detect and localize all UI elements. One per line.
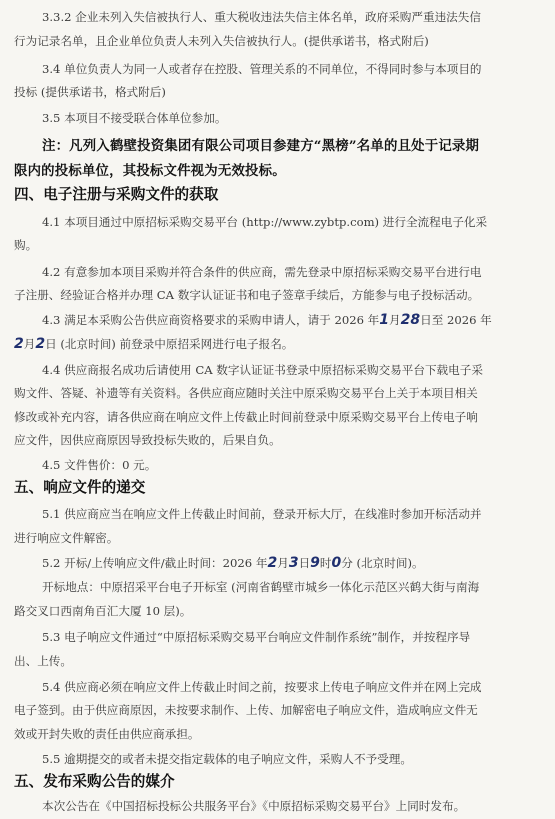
clause-5-3-line2: 出、上传。	[14, 654, 72, 668]
handwritten-open-hour: 9	[310, 555, 320, 571]
clause-3-4-line2: 投标 (提供承诺书，格式附后)	[14, 85, 166, 99]
publication-statement: 本次公告在《中国招标投标公共服务平台》《中原招标采购交易平台》上同时发布。	[42, 799, 466, 813]
clause-4-3-line2	[14, 337, 293, 351]
handwritten-open-day: 3	[288, 555, 299, 571]
clause-4-1-line1: 4.1 本项目通过中原招标采购交易平台 (http://www.zybtp.com) 进行全流程电子化采	[42, 215, 488, 229]
clause-4-1-line2: 购。	[14, 238, 38, 252]
clause-4-3-text-b: 月	[389, 313, 401, 327]
blacklist-note-line1: 注：凡列入鹤壁投资集团有限公司项目参建方“黑榜”名单的且处于记录期	[42, 138, 480, 154]
handwritten-open-minute: 0	[331, 555, 342, 571]
clause-4-4-line2: 购文件、答疑、补遗等有关资料。各供应商应随时关注中原采购交易平台上关于本项目相关	[14, 386, 478, 400]
clause-4-4-line1: 4.4 供应商报名成功后请使用 CA 数字认证证书登录中原招标采购交易平台下载电子采	[42, 363, 483, 377]
handwritten-day-end: 2	[35, 336, 46, 352]
clause-4-3-text-a: 4.3 满足本采购公告供应商资格要求的采购申请人，请于 2026 年	[42, 313, 380, 327]
handwritten-day-start: 28	[400, 312, 421, 328]
opening-location-line2: 路交叉口西南角百汇大厦 10 层)。	[14, 604, 192, 618]
clause-4-3-text-d: 月	[23, 337, 36, 351]
handwritten-month-end: 2	[14, 336, 24, 352]
clause-5-2-text-a: 5.2 开标/上传响应文件/截止时间：2026 年	[42, 556, 268, 570]
clause-5-2-text-c: 日	[298, 556, 311, 570]
clause-3-3-2-line2: 行为记录名单，且企业单位负责人未列入失信被执行人。(提供承诺书，格式附后)	[14, 34, 429, 48]
clause-3-5: 3.5 本项目不接受联合体单位参加。	[42, 111, 227, 125]
clause-5-2	[42, 556, 424, 570]
clause-4-4-line3: 修改或补充内容，请各供应商在响应文件上传截止时间前登录中原采购交易平台上传电子响	[14, 410, 478, 424]
clause-4-3-line1	[42, 313, 492, 327]
clause-4-5: 4.5 文件售价：0 元。	[42, 458, 157, 472]
section-4-heading: 四、电子注册与采购文件的获取	[14, 186, 219, 203]
clause-5-2-text-e: 分 (北京时间)。	[341, 556, 424, 570]
clause-5-2-text-d: 时	[319, 556, 332, 570]
clause-4-3-text-e: 日 (北京时间) 前登录中原招采网进行电子报名。	[45, 337, 294, 351]
handwritten-month-start: 1	[379, 312, 390, 328]
opening-location-line1: 开标地点：中原招采平台电子开标室 (河南省鹤壁市城乡一体化示范区兴鹤大街与南海	[42, 580, 480, 594]
clause-5-4-line3: 效或开封失败的责任由供应商承担。	[14, 727, 200, 741]
clause-5-4-line1: 5.4 供应商必须在响应文件上传截止时间之前，按要求上传电子响应文件并在网上完成	[42, 680, 482, 694]
clause-5-2-text-b: 月	[277, 556, 289, 570]
clause-5-3-line1: 5.3 电子响应文件通过“中原招标采购交易平台响应文件制作系统”制作，并按程序导	[42, 630, 471, 644]
media-section-heading: 五、发布采购公告的媒介	[14, 773, 175, 790]
clause-5-4-line2: 电子签到。由于供应商原因，未按要求制作、上传、加解密电子响应文件，造成响应文件无	[14, 703, 478, 717]
section-5-heading: 五、响应文件的递交	[14, 479, 146, 496]
clause-4-4-line4: 应文件，因供应商原因导致投标失败的，后果自负。	[14, 433, 281, 447]
clause-5-1-line2: 进行响应文件解密。	[14, 531, 119, 545]
clause-5-1-line1: 5.1 供应商应当在响应文件上传截止时间前，登录开标大厅，在线准时参加开标活动并	[42, 507, 482, 521]
clause-5-5: 5.5 逾期提交的或者未提交指定载体的电子响应文件，采购人不予受理。	[42, 752, 412, 766]
clause-3-4-line1: 3.4 单位负责人为同一人或者存在控股、管理关系的不同单位，不得同时参与本项目的	[42, 62, 482, 76]
clause-3-3-2-line1: 3.3.2 企业未列入失信被执行人、重大税收违法失信主体名单，政府采购严重违法失信	[42, 10, 481, 24]
blacklist-note-line2: 限内的投标单位，其投标文件视为无效投标。	[14, 163, 286, 179]
clause-4-2-line1: 4.2 有意参加本项目采购并符合条件的供应商，需先登录中原招标采购交易平台进行电	[42, 265, 482, 279]
handwritten-open-month: 2	[267, 555, 278, 571]
clause-4-3-text-c: 日至 2026 年	[420, 313, 492, 327]
clause-4-2-line2: 子注册、经验证合格并办理 CA 数字认证证书和电子签章手续后，方能参与电子投标活动。	[14, 288, 480, 302]
